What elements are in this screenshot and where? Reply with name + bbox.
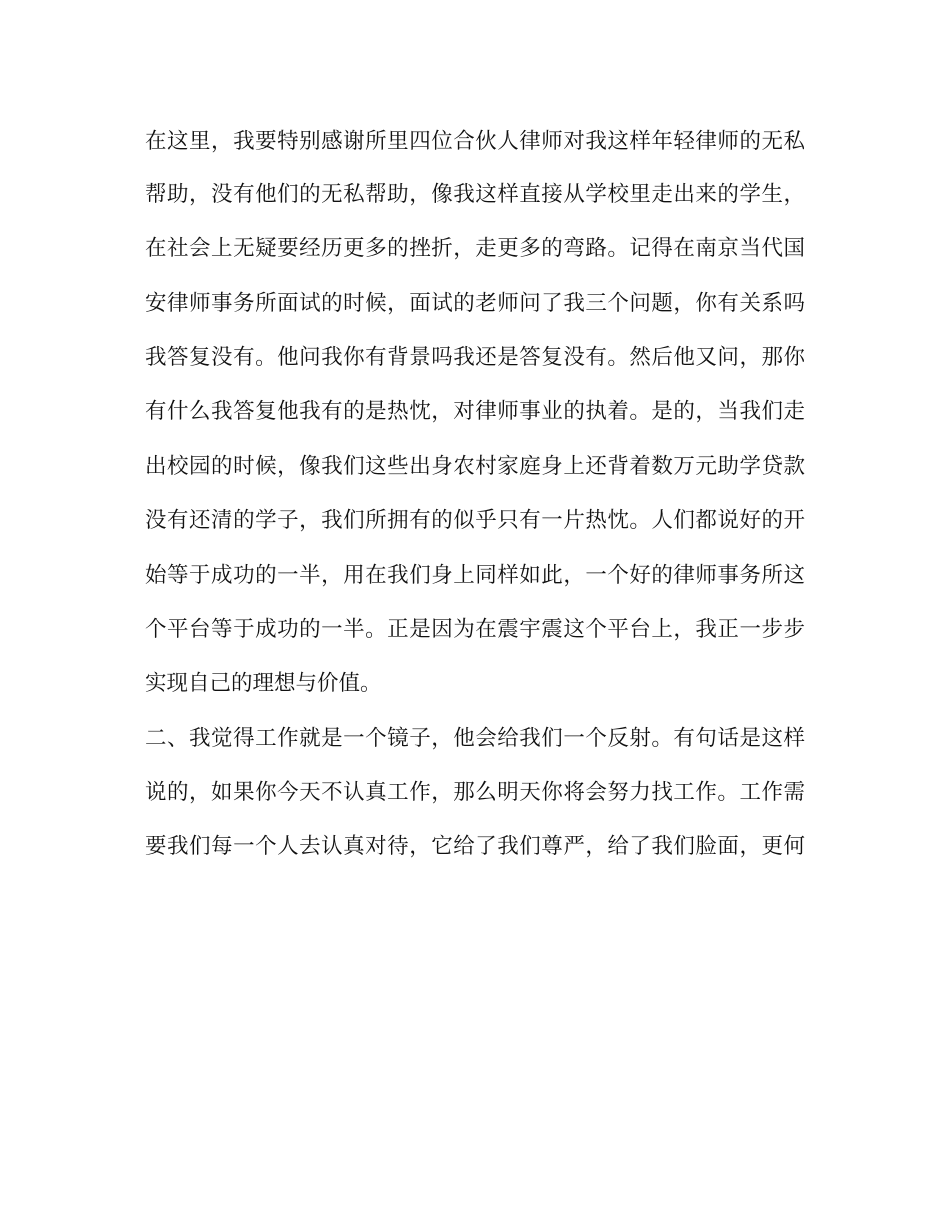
text-line: 要我们每一个人去认真对待，它给了我们尊严，给了我们脸面，更何: [145, 834, 805, 859]
text-line: 安律师事务所面试的时候，面试的老师问了我三个问题，你有关系吗: [145, 291, 805, 316]
text-line: 实现自己的理想与价值。: [145, 671, 382, 696]
text-line: 我答复没有。他问我你有背景吗我还是答复没有。然后他又问，那你: [145, 345, 805, 370]
text-line: 个平台等于成功的一半。正是因为在震宇震这个平台上，我正一步步: [145, 617, 805, 642]
text-line: 二、我觉得工作就是一个镜子，他会给我们一个反射。有句话是这样: [145, 726, 805, 751]
text-line: 说的，如果你今天不认真工作，那么明天你将会努力找工作。工作需: [145, 780, 805, 805]
text-line: 出校园的时候，像我们这些出身农村家庭身上还背着数万元助学贷款: [145, 454, 805, 479]
text-line: 始等于成功的一半，用在我们身上同样如此，一个好的律师事务所这: [145, 563, 805, 588]
text-line: 在社会上无疑要经历更多的挫折，走更多的弯路。记得在南京当代国: [145, 236, 805, 261]
text-line: 帮助，没有他们的无私帮助，像我这样直接从学校里走出来的学生，: [145, 182, 805, 207]
text-line: 没有还清的学子，我们所拥有的似乎只有一片热忱。人们都说好的开: [145, 508, 805, 533]
text-line: 有什么我答复他我有的是热忱，对律师事业的执着。是的，当我们走: [145, 399, 805, 424]
text-line: 在这里，我要特别感谢所里四位合伙人律师对我这样年轻律师的无私: [145, 129, 805, 154]
